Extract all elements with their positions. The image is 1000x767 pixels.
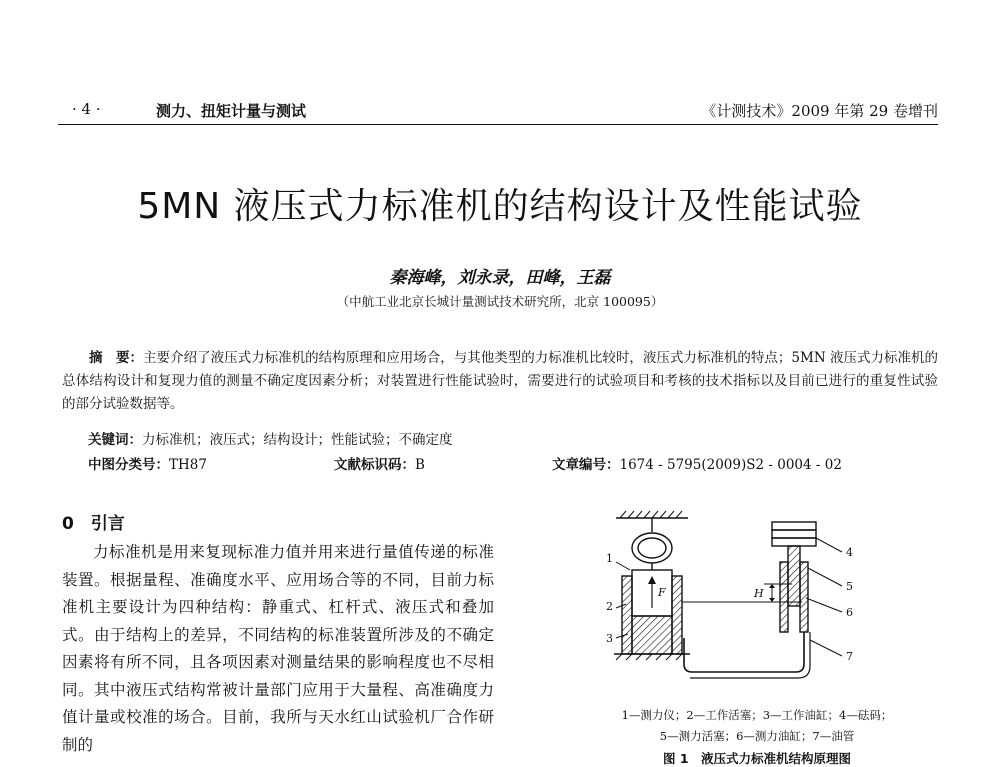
label-2: 2 — [606, 600, 613, 613]
figure-title: 图 1 液压式力标准机结构原理图 — [662, 751, 852, 766]
height-label: H — [754, 587, 764, 600]
label-1: 1 — [606, 552, 613, 565]
force-label: F — [658, 586, 666, 599]
authors: 秦海峰，刘永录，田峰，王磊 — [389, 268, 611, 288]
abstract-label: 摘 要： — [89, 350, 144, 366]
figure-caption-line1: 1—测力仪；2—工作活塞；3—工作油缸；4—砝码； — [621, 708, 893, 722]
keywords-label: 关键词： — [88, 432, 142, 448]
doc-label: 文献标识码： — [334, 457, 415, 473]
label-4: 4 — [846, 546, 853, 559]
clc-number — [88, 453, 207, 473]
abstract — [62, 347, 938, 416]
page-number: · 4 · — [72, 100, 101, 118]
figure-caption-line2: 5—测力活塞；6—测力油缸；7—油管 — [659, 729, 855, 743]
keywords — [88, 428, 453, 448]
doc-value: B — [415, 457, 425, 473]
label-6: 6 — [846, 606, 853, 619]
affiliation: （中航工业北京长城计量测试技术研究所，北京 100095） — [336, 294, 664, 309]
section-name: 测力、扭矩计量与测试 — [156, 102, 307, 120]
hydraulic-machine-diagram — [596, 508, 876, 688]
label-7: 7 — [846, 650, 853, 663]
article-value: 1674 - 5795(2009)S2 - 0004 - 02 — [619, 457, 842, 473]
article-label: 文章编号： — [552, 457, 620, 473]
article-number — [552, 453, 842, 473]
header-rule — [58, 124, 938, 125]
section-heading: 0 引言 — [62, 514, 125, 534]
journal-name: 《计测技术》2009 年第 29 卷增刊 — [701, 102, 938, 120]
abstract-text: 主要介绍了液压式力标准机的结构原理和应用场合，与其他类型的力标准机比较时，液压式力标准机的特点；5MN 液压式力标准机的总体结构设计和复现力值的测量不确定度因素分析；对装置进行性能试验时，需要进行的试验项目和考核的技术指标以及目前已进行的重复性试验的部分试验数据等。 — [62, 350, 939, 412]
label-3: 3 — [606, 632, 613, 645]
clc-label: 中图分类号： — [88, 457, 169, 473]
keywords-text: 力标准机；液压式；结构设计；性能试验；不确定度 — [142, 432, 453, 448]
paper-title: 5MN 液压式力标准机的结构设计及性能试验 — [137, 186, 863, 227]
label-5: 5 — [846, 580, 853, 593]
doc-code — [334, 453, 425, 473]
intro-paragraph: 力标准机是用来复现标准力值并用来进行量值传递的标准装置。根据量程、准确度水平、应用场合等的不同，目前力标准机主要设计为四种结构：静重式、杠杆式、液压式和叠加式。由于结构上的差异，不同结构的标准装置所涉及的不确定因素将有所不同，且各项因素对测量结果的影响程度也不尽相同。其中液压式结构常被计量部门应用于大量程、高准确度力值计量或校准的场合。目前，我所与天水红山试验机厂合作研制的 — [62, 543, 494, 754]
clc-value: TH87 — [169, 457, 207, 473]
